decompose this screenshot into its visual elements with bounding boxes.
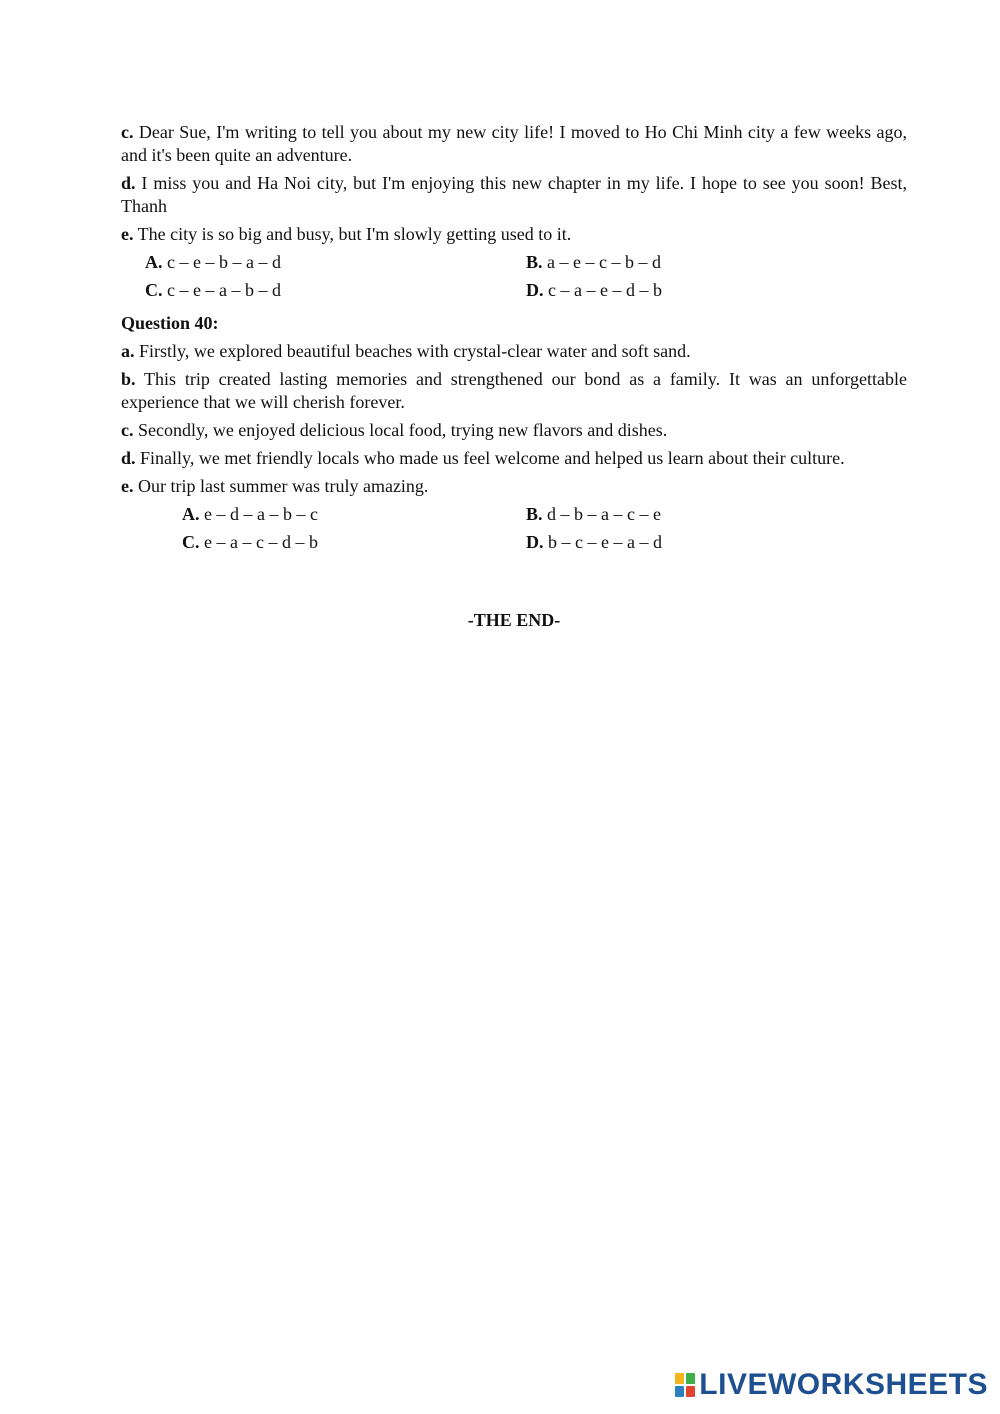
item-letter: d. [121, 173, 136, 193]
q39-item-c [121, 121, 907, 167]
option-label: B. [526, 252, 543, 272]
option-text: e – d – a – b – c [199, 504, 318, 524]
q39-item-d [121, 172, 907, 218]
logo-tile [675, 1386, 684, 1397]
option-label: A. [145, 252, 163, 272]
q40-item-a [121, 340, 907, 363]
q40-item-b [121, 368, 907, 414]
q40-item-e [121, 475, 907, 498]
q39-option-a[interactable] [145, 251, 281, 274]
q40-option-b[interactable] [526, 503, 661, 526]
q40-option-a[interactable] [182, 503, 318, 526]
worksheet-page [121, 121, 907, 630]
the-end-label: -THE END- [467, 610, 561, 630]
q39-option-b[interactable] [526, 251, 661, 274]
option-label: D. [526, 532, 544, 552]
item-text: Our trip last summer was truly amazing. [133, 476, 429, 496]
option-text: b – c – e – a – d [543, 532, 662, 552]
option-text: c – e – b – a – d [162, 252, 281, 272]
item-letter: d. [121, 448, 136, 468]
item-text: I miss you and Ha Noi city, but I'm enjoying this new chapter in my life. I hope to see you soon! Best, Thanh [121, 173, 907, 216]
option-label: D. [526, 280, 544, 300]
item-letter: b. [121, 369, 136, 389]
q39-item-e [121, 223, 907, 246]
option-text: e – a – c – d – b [199, 532, 318, 552]
logo-tile [686, 1373, 695, 1384]
option-text: c – e – a – b – d [162, 280, 281, 300]
item-text: Dear Sue, I'm writing to tell you about my new city life! I moved to Ho Chi Minh city a few weeks ago, and it's been quite an adventure. [121, 122, 907, 165]
q39-option-c[interactable] [145, 279, 281, 302]
q40-options [121, 503, 907, 559]
item-text: Firstly, we explored beautiful beaches with crystal-clear water and soft sand. [134, 341, 691, 361]
logo-tile [686, 1386, 695, 1397]
item-letter: e. [121, 224, 134, 244]
option-label: B. [526, 504, 543, 524]
item-text: This trip created lasting memories and strengthened our bond as a family. It was an unforgettable experience that we will cherish forever. [121, 369, 907, 412]
option-label: C. [145, 280, 163, 300]
item-text: The city is so big and busy, but I'm slowly getting used to it. [133, 224, 572, 244]
logo-tile [675, 1373, 684, 1384]
item-text: Secondly, we enjoyed delicious local food, trying new flavors and dishes. [133, 420, 668, 440]
item-letter: c. [121, 420, 134, 440]
item-letter: e. [121, 476, 134, 496]
item-text: Finally, we met friendly locals who made us feel welcome and helped us learn about their culture. [135, 448, 845, 468]
liveworksheets-logo[interactable] [675, 1370, 988, 1400]
item-letter: c. [121, 122, 134, 142]
option-label: A. [182, 504, 200, 524]
question-40-title: Question 40: [121, 313, 219, 333]
q40-option-c[interactable] [182, 531, 318, 554]
option-label: C. [182, 532, 200, 552]
q39-option-d[interactable] [526, 279, 662, 302]
option-text: d – b – a – c – e [542, 504, 661, 524]
q40-option-d[interactable] [526, 531, 662, 554]
option-text: a – e – c – b – d [542, 252, 661, 272]
liveworksheets-brand: LIVEWORKSHEETS [699, 1368, 988, 1401]
liveworksheets-logo-icon [675, 1373, 695, 1397]
option-text: c – a – e – d – b [543, 280, 662, 300]
q39-options [121, 251, 907, 307]
q40-item-c [121, 419, 907, 442]
q40-item-d [121, 447, 907, 470]
item-letter: a. [121, 341, 135, 361]
